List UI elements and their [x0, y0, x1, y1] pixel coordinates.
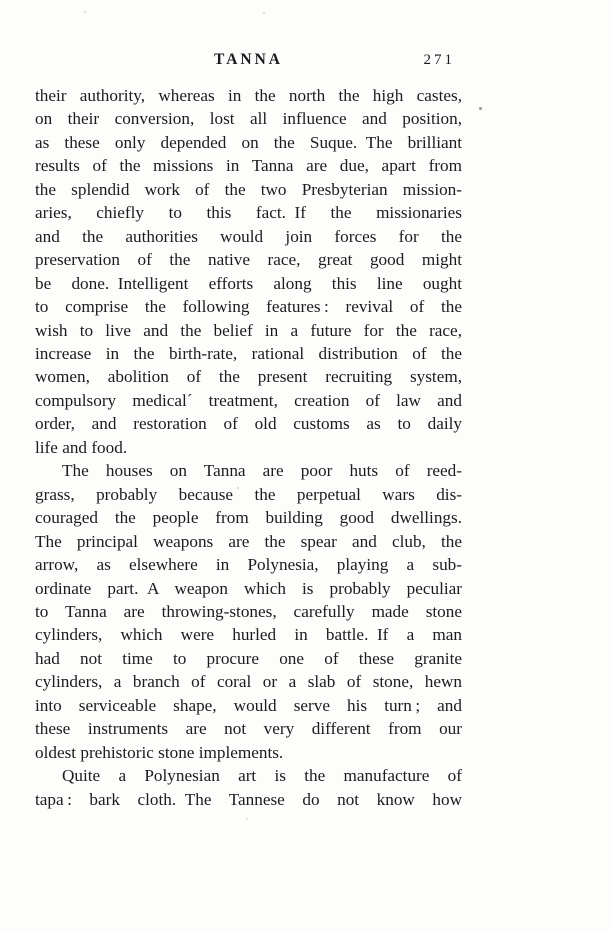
text-line: and the authorities would join forces for the — [35, 226, 462, 246]
text-line: arrow, as elsewhere in Polynesia, playing a sub- — [35, 555, 462, 575]
text-line: The houses on Tanna are poor huts of reed- — [62, 461, 462, 481]
text-line: compulsory medical´ treatment, creation of law and — [35, 390, 462, 410]
text-line: wish to live and the belief in a future for the race, — [35, 320, 462, 340]
text-line: grass, probably because the perpetual wars dis- — [35, 484, 462, 504]
text-line: ordinate part. A weapon which is probably peculiar — [35, 578, 462, 598]
text-line: be done. Intelligent efforts along this line ought — [35, 273, 462, 293]
scan-speck — [246, 818, 248, 820]
text-line: the splendid work of the two Presbyterian mission- — [35, 179, 462, 199]
text-line: tapa : bark cloth. The Tannese do not know how — [35, 789, 462, 809]
text-line: cylinders, which were hurled in battle. If a man — [35, 625, 462, 645]
page-title: TANNA — [214, 51, 283, 68]
text-line: their authority, whereas in the north the high castes, — [35, 86, 462, 105]
text-line: into serviceable shape, would serve his turn ; and — [35, 695, 462, 715]
scan-speck — [84, 11, 86, 13]
text-line: oldest prehistoric stone implements. — [35, 742, 284, 762]
text-line: order, and restoration of old customs as to daily — [35, 414, 462, 434]
text-line: on their conversion, lost all influence and position, — [35, 109, 462, 129]
text-line: Quite a Polynesian art is the manufacture of — [62, 766, 462, 786]
text-line: increase in the birth-rate, rational distribution of the — [35, 343, 462, 363]
text-line: to comprise the following features : revival of the — [35, 297, 462, 317]
text-line: cylinders, a branch of coral or a slab of stone, hewn — [35, 672, 462, 692]
text-line: The principal weapons are the spear and club, the — [35, 531, 462, 551]
text-line: had not time to procure one of these granite — [35, 648, 462, 668]
scan-speck — [237, 487, 239, 489]
text-line: to Tanna are throwing-stones, carefully made stone — [35, 601, 462, 621]
scan-speck — [263, 12, 265, 14]
text-line: life and food. — [35, 437, 128, 457]
page-body — [35, 84, 462, 811]
text-line: preservation of the native race, great good might — [35, 250, 462, 270]
scan-speck — [479, 107, 482, 110]
text-line: these instruments are not very different from our — [35, 719, 462, 739]
text-line: results of the missions in Tanna are due, apart from — [35, 156, 462, 176]
text-line: women, abolition of the present recruiting system, — [35, 367, 462, 387]
text-line: aries, chiefly to this fact. If the missionaries — [35, 203, 462, 223]
page-number: 271 — [423, 52, 455, 68]
text-line: as these only depended on the Suque. The brilliant — [35, 132, 462, 152]
text-line: couraged the people from building good dwellings. — [35, 508, 462, 528]
running-header — [35, 51, 462, 69]
